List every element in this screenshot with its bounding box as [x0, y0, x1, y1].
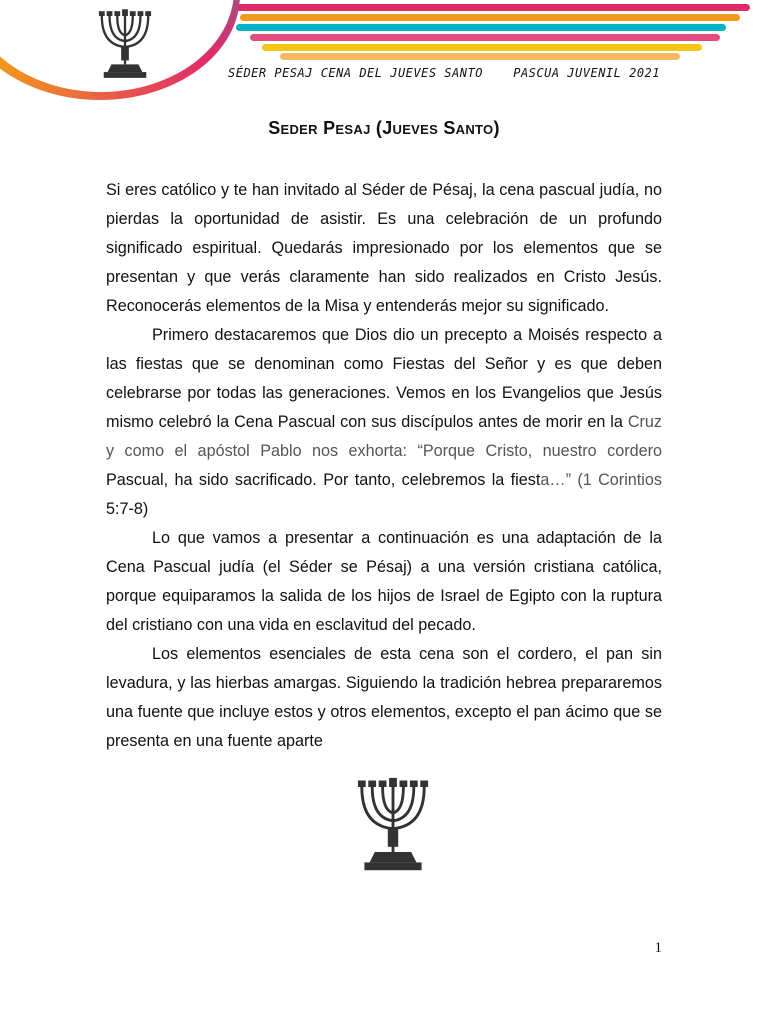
page-title: Seder Pesaj (Jueves Santo): [268, 118, 500, 138]
paragraph-2-start: Primero destacaremos que Dios dio un precepto a Moisés respecto a las fiestas que se denominan como Fiestas del Señor y es que deben celebrarse por todas las generaciones. Vemos en los Evangelios que Jesús mismo celebró la Cena Pascual con sus discípulos antes de morir en la: [106, 326, 662, 431]
menorah-icon: [354, 772, 432, 880]
header-stripe: [262, 44, 702, 51]
paragraph-2-end: 5:7-8): [106, 500, 149, 518]
header-stripe: [236, 24, 726, 31]
header-stripe: [250, 34, 720, 41]
header-stripe: [240, 14, 740, 21]
header-stripe: [230, 4, 750, 11]
header-stripe: [280, 53, 680, 60]
paragraph-1: Si eres católico y te han invitado al Séder de Pésaj, la cena pascual judía, no pierdas la oportunidad de asistir. Es una celebración de un profundo significado espiritual. Quedarás impresionado por los elementos que se presentan y que verás claramente han sido realizados en Cristo Jesús. Reconocerás elementos de la Misa y entenderás mejor su significado.: [106, 181, 662, 315]
page-number: 1: [654, 940, 662, 956]
paragraph-2: [106, 321, 662, 524]
scripture-reference: a…” (1 Corintios: [540, 471, 662, 489]
paragraph-3: Lo que vamos a presentar a continuación es una adaptación de la Cena Pascual judía (el Séder se Pésaj) a una versión cristiana católica, porque equiparamos la salida de los hijos de Israel de Egipto con la ruptura del cristiano con una vida en esclavitud del pecado.: [106, 529, 662, 634]
running-header: [228, 66, 660, 80]
header-left-text: SÉDER PESAJ CENA DEL JUEVES SANTO: [228, 66, 483, 80]
header-right-text: PASCUA JUVENIL 2021: [513, 66, 660, 80]
paragraph-4: Los elementos esenciales de esta cena son el cordero, el pan sin levadura, y las hierbas amargas. Siguiendo la tradición hebrea prepararemos una fuente que incluye estos y otros elementos, excepto el pan ácimo que se presenta en una fuente aparte: [106, 645, 662, 750]
paragraph-2-mid: Pascual, ha sido sacrificado. Por tanto, celebremos la fiest: [106, 471, 541, 489]
body-text: [106, 176, 662, 756]
menorah-icon: [96, 8, 154, 82]
scripture-quote: Cruz y como el apóstol Pablo nos exhorta: “Porque Cristo, nuestro cordero: [106, 413, 662, 460]
